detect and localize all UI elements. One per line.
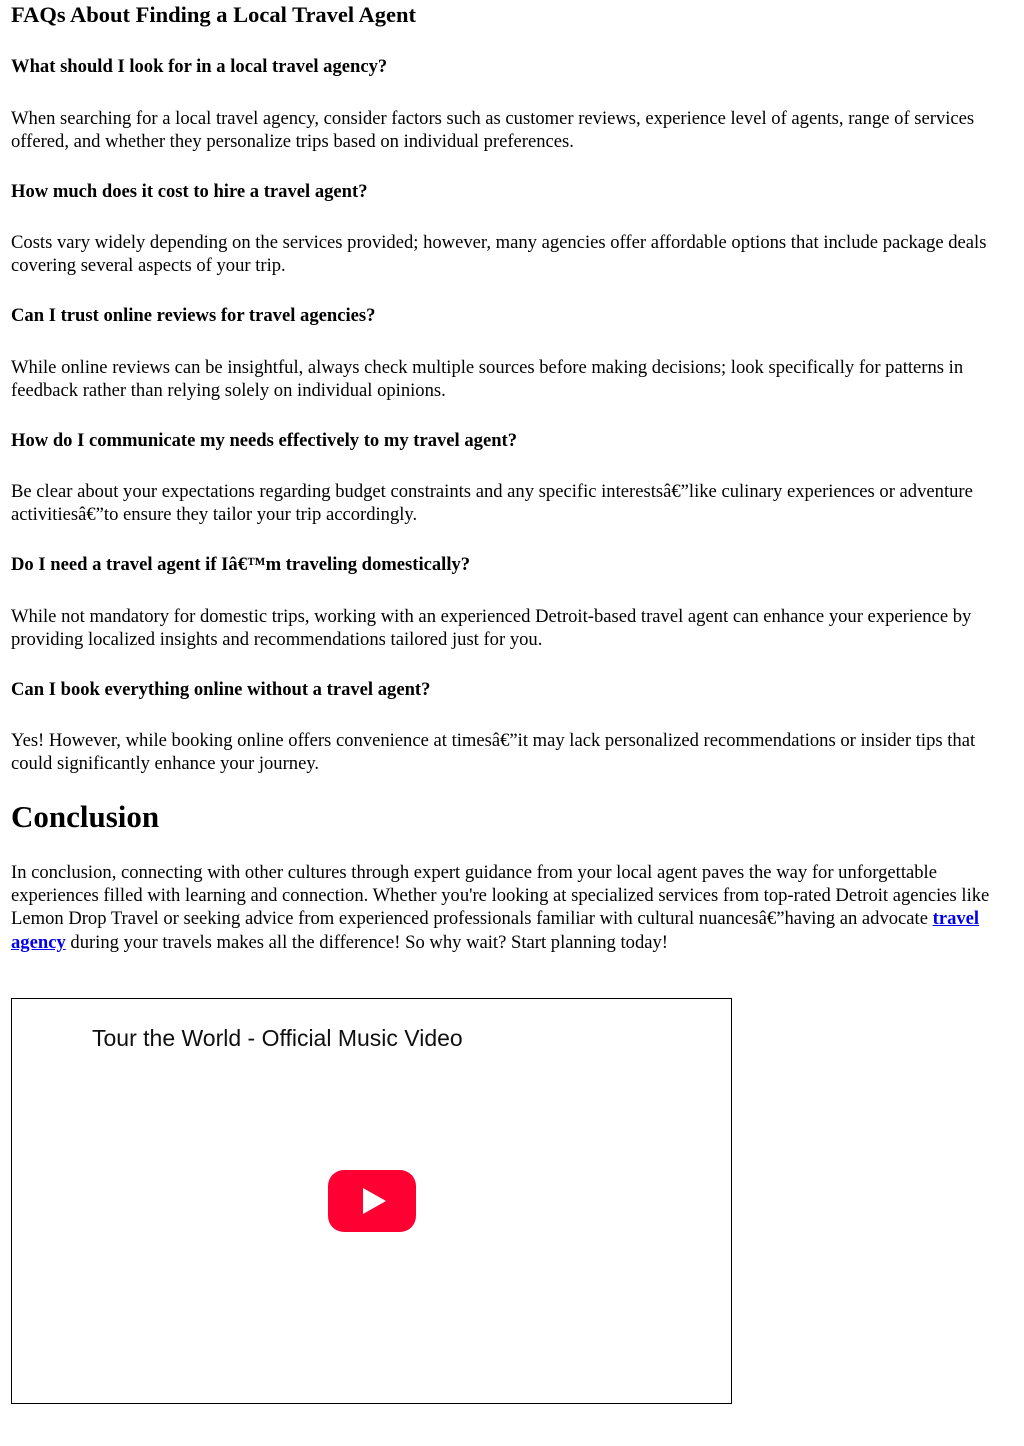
travel-agency-link[interactable]: travel agency (11, 908, 980, 953)
conclusion-heading: Conclusion (11, 799, 160, 834)
conclusion-text-end: during your travels makes all the difference! So why wait? Start planning today! (65, 931, 668, 953)
faq-question: How do I communicate my needs effectively to my travel agent? (11, 430, 518, 451)
faq-question: How much does it cost to hire a travel agent? (11, 181, 368, 202)
faq-answer: When searching for a local travel agency, consider factors such as customer reviews, experience level of agents, range of services offered, and whether they personalize trips based on individual preferences. (11, 108, 975, 153)
faq-question: What should I look for in a local travel agency? (11, 56, 388, 77)
youtube-play-icon[interactable] (328, 1170, 416, 1232)
faq-answer: Be clear about your expectations regarding budget constraints and any specific interestsâ€”like culinary experiences or adventure activitiesâ€”to ensure they tailor your trip accordingly. (11, 481, 973, 526)
conclusion-paragraph (11, 861, 1013, 954)
video-embed[interactable] (11, 998, 732, 1404)
video-title[interactable]: Tour the World - Official Music Video (92, 1025, 463, 1051)
faq-answer: While not mandatory for domestic trips, working with an experienced Detroit-based travel agent can enhance your experience by providing localized insights and recommendations tailored just for you. (11, 606, 972, 651)
faq-answer: Yes! However, while booking online offers convenience at timesâ€”it may lack personalized recommendations or insider tips that could significantly enhance your journey. (11, 730, 976, 775)
faq-answer: While online reviews can be insightful, always check multiple sources before making decisions; look specifically for patterns in feedback rather than relying solely on individual opinions. (11, 357, 964, 402)
faq-question: Can I book everything online without a travel agent? (11, 679, 431, 700)
faq-answer: Costs vary widely depending on the services provided; however, many agencies offer affordable options that include package deals covering several aspects of your trip. (11, 232, 987, 277)
faq-question: Do I need a travel agent if Iâ€™m traveling domestically? (11, 554, 471, 575)
faq-heading: FAQs About Finding a Local Travel Agent (11, 2, 417, 27)
faq-question: Can I trust online reviews for travel agencies? (11, 305, 376, 326)
conclusion-text-start: In conclusion, connecting with other cultures through expert guidance from your local agent paves the way for unforgettable experiences filled with learning and connection. Whether you're looking at specialized services from top-rated Detroit agencies like Lemon Drop Travel or seeking advice from experienced professionals familiar with cultural nuancesâ€”having an advocate (11, 862, 990, 930)
